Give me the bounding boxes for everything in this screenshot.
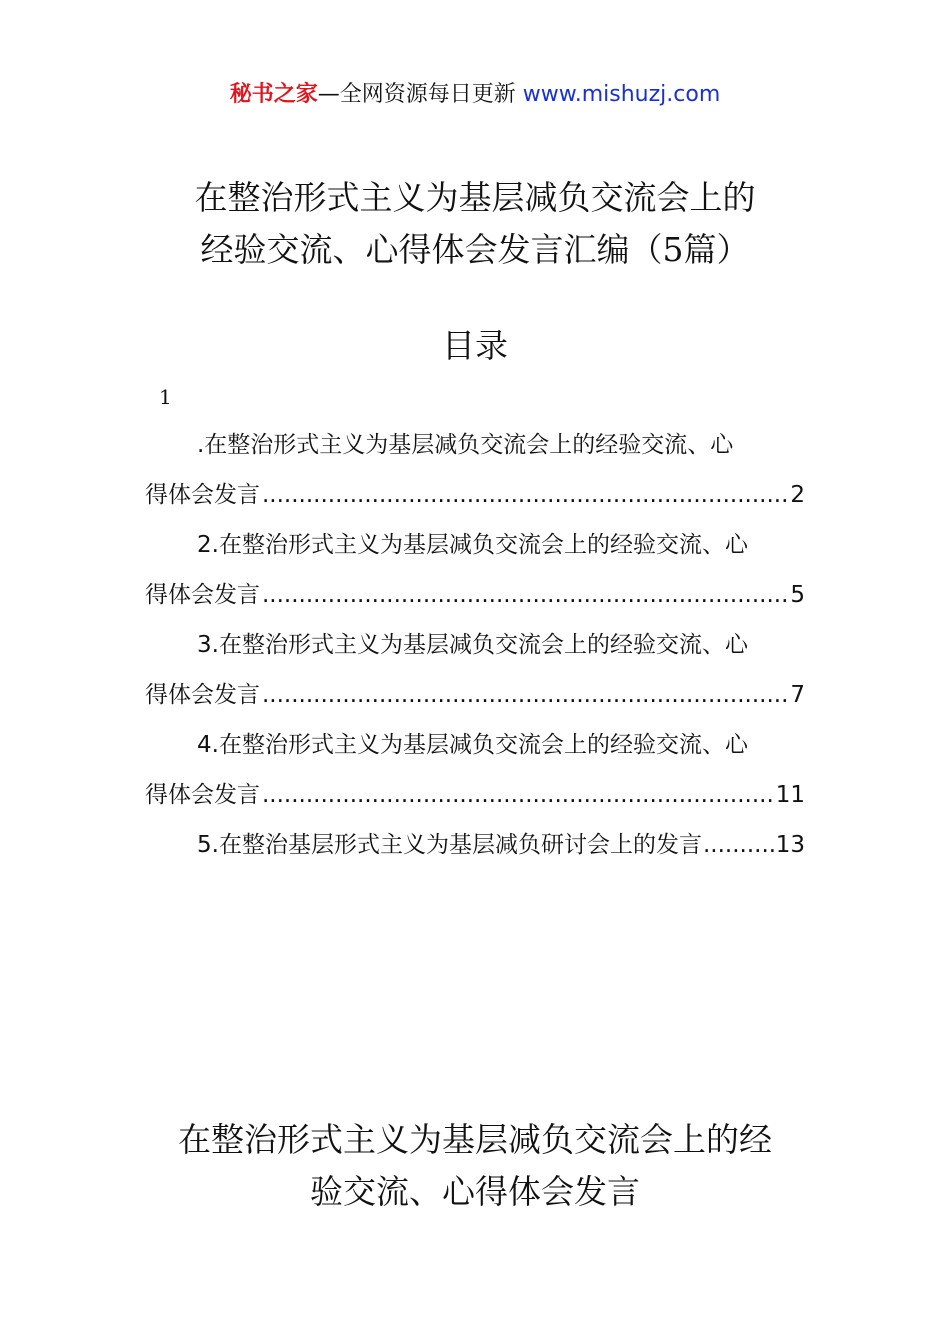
- toc-entry-title-tail: 得体会发言: [145, 482, 260, 508]
- toc-entry-title-continued: [145, 770, 805, 820]
- site-header: [0, 80, 950, 110]
- toc-heading: 目录: [442, 326, 508, 365]
- toc-stray-number: 1: [159, 385, 172, 409]
- toc-entry-title-tail: 得体会发言: [145, 582, 260, 608]
- toc-page-number: 13: [775, 832, 805, 858]
- section-heading: [0, 1114, 950, 1218]
- dot-leader: [703, 820, 775, 870]
- toc-entry-title: 4.在整治形式主义为基层减负交流会上的经验交流、心: [197, 732, 748, 758]
- dot-leader: [262, 770, 774, 820]
- table-of-contents: [145, 420, 805, 870]
- toc-entry-title-continued: [145, 470, 805, 520]
- toc-entry-title: 5.在整治基层形式主义为基层减负研讨会上的发言: [197, 832, 702, 858]
- toc-page-number: 11: [775, 782, 805, 808]
- document-title-line2: [0, 224, 950, 276]
- toc-page-number: 5: [790, 582, 805, 608]
- toc-page-number: 2: [790, 482, 805, 508]
- brand-name: 秘书之家: [229, 82, 318, 107]
- toc-entry-single-line: [145, 820, 805, 870]
- toc-entry-4[interactable]: [145, 720, 805, 820]
- toc-entry-title-tail: 得体会发言: [145, 782, 260, 808]
- header-tagline: —全网资源每日更新: [317, 82, 523, 107]
- document-title: [0, 172, 950, 276]
- toc-entry-5[interactable]: [145, 820, 805, 870]
- toc-entry-2[interactable]: [145, 520, 805, 620]
- document-title-line2-end: 篇）: [683, 230, 750, 269]
- section-heading-line2: 验交流、心得体会发言: [310, 1172, 640, 1211]
- site-url[interactable]: www.mishuzj.com: [522, 82, 721, 107]
- document-title-line2-text: 经验交流、心得体会发言汇编（: [200, 230, 663, 269]
- document-title-line1: 在整治形式主义为基层减负交流会上的: [194, 178, 756, 217]
- toc-entry-title-continued: [145, 670, 805, 720]
- toc-entry-3[interactable]: [145, 620, 805, 720]
- section-heading-line1: 在整治形式主义为基层减负交流会上的经: [178, 1120, 772, 1159]
- document-count: 5: [662, 230, 684, 269]
- dot-leader: [262, 670, 788, 720]
- toc-entry-title: 3.在整治形式主义为基层减负交流会上的经验交流、心: [197, 632, 748, 658]
- toc-entry-1[interactable]: [145, 420, 805, 520]
- toc-page-number: 7: [790, 682, 805, 708]
- toc-entry-title: 2.在整治形式主义为基层减负交流会上的经验交流、心: [197, 532, 748, 558]
- toc-entry-title-continued: [145, 570, 805, 620]
- dot-leader: [262, 470, 788, 520]
- dot-leader: [262, 570, 788, 620]
- toc-entry-title-tail: 得体会发言: [145, 682, 260, 708]
- toc-entry-title: .在整治形式主义为基层减负交流会上的经验交流、心: [197, 432, 734, 458]
